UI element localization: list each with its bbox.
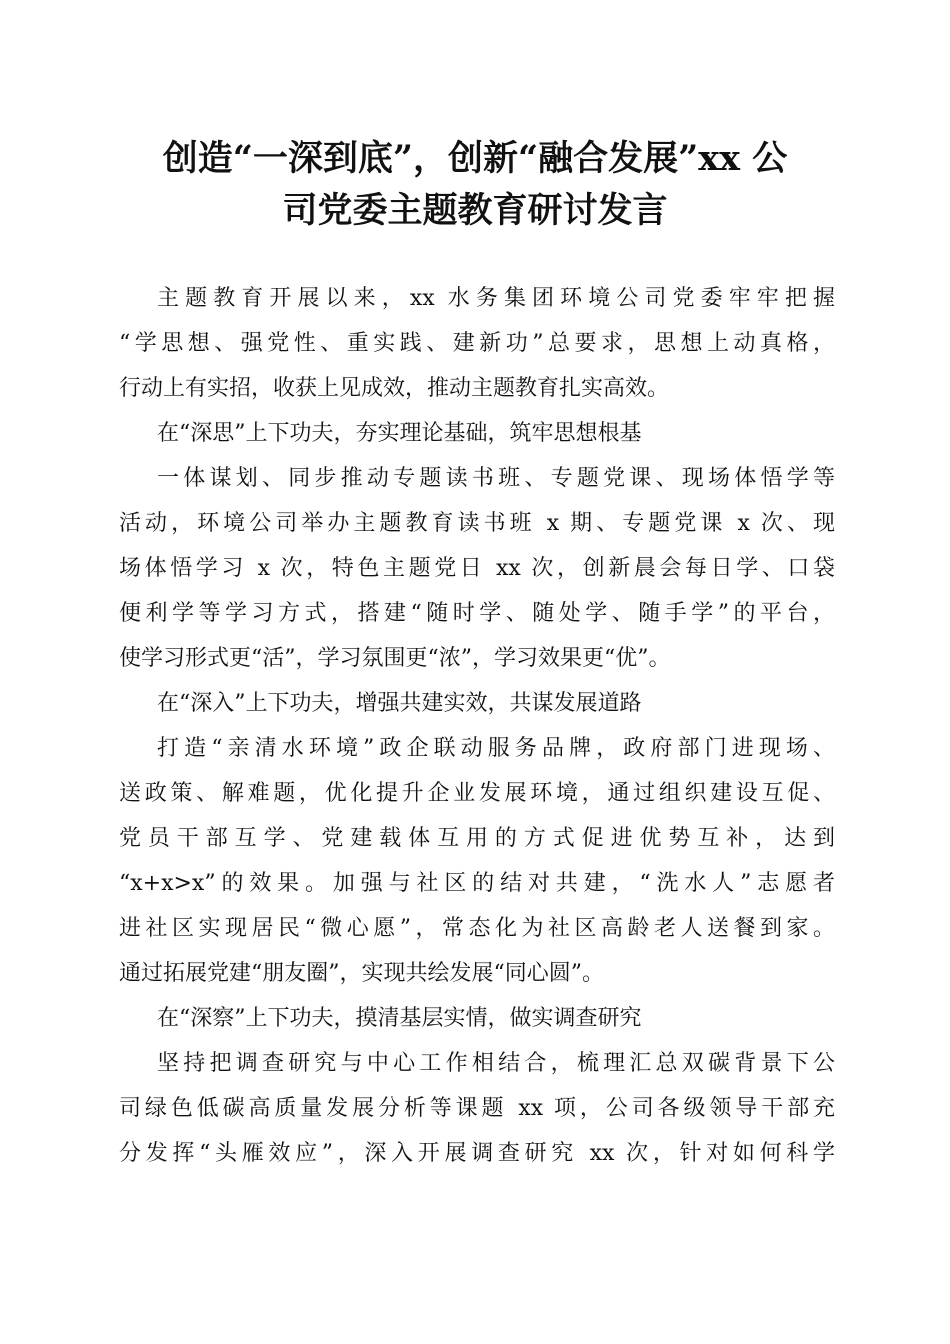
body-text-line: 送政策、解难题，优化提升企业发展环境，通过组织建设互促、: [119, 781, 835, 806]
title-line-2: 司党委主题教育研讨发言: [282, 190, 668, 231]
body-text-line: 在“深思”上下功夫，夯实理论基础，筑牢思想根基: [157, 421, 642, 446]
body-text-line: 行动上有实招，收获上见成效，推动主题教育扎实高效。: [119, 376, 670, 401]
body-text-line: 便利学等学习方式，搭建“随时学、随处学、随手学”的平台，: [119, 601, 835, 626]
document-body: [119, 276, 835, 1176]
body-text-line: 分发挥“头雁效应”，深入开展调查研究 xx 次，针对如何科学: [119, 1141, 835, 1166]
document-title: [100, 133, 850, 237]
body-text-line: 坚持把调查研究与中心工作相结合，梳理汇总双碳背景下公: [157, 1051, 835, 1076]
title-line-1: 创造“一深到底”，创新“融合发展”xx 公: [162, 138, 788, 179]
body-text-line: 一体谋划、同步推动专题读书班、专题党课、现场体悟学等: [157, 466, 835, 491]
body-text-line: 进社区实现居民“微心愿”，常态化为社区高龄老人送餐到家。: [119, 916, 835, 941]
body-text-line: 打造“亲清水环境”政企联动服务品牌，政府部门进现场、: [157, 736, 835, 761]
body-text-line: 在“深入”上下功夫，增强共建实效，共谋发展道路: [157, 691, 642, 716]
body-text-line: 在“深察”上下功夫，摸清基层实情，做实调查研究: [157, 1006, 642, 1031]
body-text-line: 活动，环境公司举办主题教育读书班 x 期、专题党课 x 次、现: [119, 511, 835, 536]
body-text-line: 司绿色低碳高质量发展分析等课题 xx 项，公司各级领导干部充: [119, 1096, 835, 1121]
body-text-line: 使学习形式更“活”，学习氛围更“浓”，学习效果更“优”。: [119, 646, 671, 671]
body-text-line: “x+x>x”的效果。加强与社区的结对共建，“洗水人”志愿者: [119, 871, 835, 896]
body-text-line: “学思想、强党性、重实践、建新功”总要求，思想上动真格，: [119, 331, 835, 356]
body-text-line: 党员干部互学、党建载体互用的方式促进优势互补，达到: [119, 826, 835, 851]
body-text-line: 场体悟学习 x 次，特色主题党日 xx 次，创新晨会每日学、口袋: [119, 556, 835, 581]
body-text-line: 主题教育开展以来，xx 水务集团环境公司党委牢牢把握: [157, 286, 835, 311]
body-text-line: 通过拓展党建“朋友圈”，实现共绘发展“同心圆”。: [119, 961, 604, 986]
